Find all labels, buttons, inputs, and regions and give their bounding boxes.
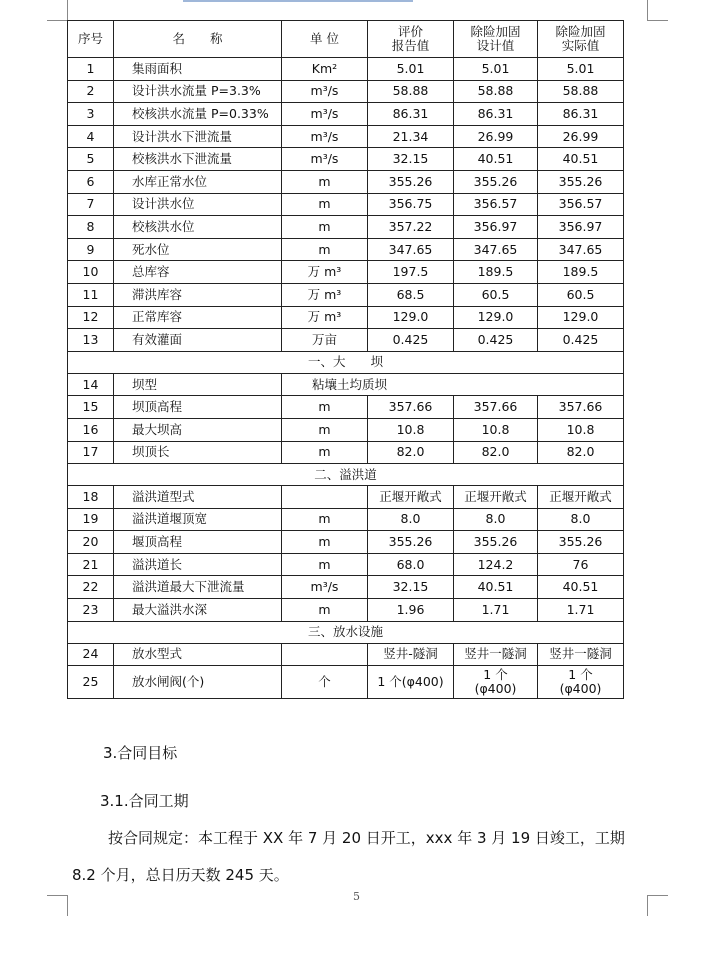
- row-actual-value: 10.8: [538, 418, 624, 441]
- row-unit: m: [282, 508, 368, 531]
- row-unit: m³/s: [282, 576, 368, 599]
- row-name: 堰顶高程: [114, 531, 282, 554]
- table-row: [68, 283, 624, 306]
- table-header-row: [68, 21, 624, 58]
- table-row: [68, 599, 624, 622]
- section-heading-contract-period: 3.1.合同工期: [100, 792, 189, 810]
- row-actual-value: 0.425: [538, 329, 624, 352]
- row-number: 5: [68, 148, 114, 171]
- row-eval-value: 58.88: [368, 80, 454, 103]
- page-number: 5: [353, 890, 360, 903]
- row-actual-value: 356.97: [538, 216, 624, 239]
- table-row: [68, 125, 624, 148]
- row-name: 校核洪水流量 P=0.33%: [114, 103, 282, 126]
- row-name: 总库容: [114, 261, 282, 284]
- row-number: 22: [68, 576, 114, 599]
- corner-mark-top-right: [647, 0, 668, 21]
- section-row-spillway: [68, 464, 624, 486]
- row-design-value: 26.99: [454, 125, 538, 148]
- row-name: 水库正常水位: [114, 170, 282, 193]
- row-unit: m: [282, 216, 368, 239]
- table-row: [68, 531, 624, 554]
- row-design-value: 竖井一隧洞: [454, 643, 538, 666]
- table-row: [68, 193, 624, 216]
- table-row: [68, 103, 624, 126]
- table-row: [68, 238, 624, 261]
- row-actual-value: 355.26: [538, 531, 624, 554]
- table-row: [68, 148, 624, 171]
- row-eval-value: 21.34: [368, 125, 454, 148]
- row-design-value: 189.5: [454, 261, 538, 284]
- row-name: 校核洪水下泄流量: [114, 148, 282, 171]
- section-title: 三、放水设施: [68, 621, 624, 643]
- row-number: 6: [68, 170, 114, 193]
- row-name: 溢洪道最大下泄流量: [114, 576, 282, 599]
- header-accent-line: [183, 0, 413, 2]
- row-design-value: 5.01: [454, 58, 538, 81]
- row-design-value: 58.88: [454, 80, 538, 103]
- row-unit: m: [282, 170, 368, 193]
- row-unit: m³/s: [282, 148, 368, 171]
- row-design-value: 347.65: [454, 238, 538, 261]
- row-unit: m³/s: [282, 125, 368, 148]
- row-unit: 万 m³: [282, 306, 368, 329]
- row-actual-value: 1 个 (φ400): [538, 666, 624, 699]
- row-eval-value: 86.31: [368, 103, 454, 126]
- row-eval-value: 1.96: [368, 599, 454, 622]
- table-row: [68, 418, 624, 441]
- row-actual-value: 86.31: [538, 103, 624, 126]
- row-design-value: 82.0: [454, 441, 538, 464]
- row-eval-value: 355.26: [368, 531, 454, 554]
- row-name: 溢洪道型式: [114, 486, 282, 509]
- row-design-value: 124.2: [454, 553, 538, 576]
- section-title: 二、溢洪道: [68, 464, 624, 486]
- row-number: 20: [68, 531, 114, 554]
- row-actual-value: 40.51: [538, 576, 624, 599]
- row-eval-value: 32.15: [368, 148, 454, 171]
- row-name: 放水型式: [114, 643, 282, 666]
- row-design-value: 40.51: [454, 576, 538, 599]
- row-design-value: 355.26: [454, 170, 538, 193]
- row-unit: m: [282, 531, 368, 554]
- row-number: 9: [68, 238, 114, 261]
- row-number: 23: [68, 599, 114, 622]
- row-unit: m: [282, 553, 368, 576]
- row-eval-value: 355.26: [368, 170, 454, 193]
- row-unit: Km²: [282, 58, 368, 81]
- row-number: 15: [68, 396, 114, 419]
- row-name: 死水位: [114, 238, 282, 261]
- row-design-value: 129.0: [454, 306, 538, 329]
- header-actual: 除险加固 实际值: [538, 21, 624, 58]
- table-row: [68, 396, 624, 419]
- header-eval: 评价 报告值: [368, 21, 454, 58]
- row-number: 4: [68, 125, 114, 148]
- row-actual-value: 1.71: [538, 599, 624, 622]
- row-name: 溢洪道堰顶宽: [114, 508, 282, 531]
- reservoir-spec-table: [67, 20, 624, 699]
- row-eval-value: 357.66: [368, 396, 454, 419]
- row-eval-value: 129.0: [368, 306, 454, 329]
- row-eval-value: 0.425: [368, 329, 454, 352]
- section-row-outlet: [68, 621, 624, 643]
- row-actual-value: 76: [538, 553, 624, 576]
- row-unit: 万 m³: [282, 283, 368, 306]
- row-number: 24: [68, 643, 114, 666]
- row-actual-value: 5.01: [538, 58, 624, 81]
- row-design-value: 356.57: [454, 193, 538, 216]
- row-design-value: 1 个 (φ400): [454, 666, 538, 699]
- row-actual-value: 129.0: [538, 306, 624, 329]
- row-actual-value: 8.0: [538, 508, 624, 531]
- row-name: 滞洪库容: [114, 283, 282, 306]
- row-actual-value: 26.99: [538, 125, 624, 148]
- header-name: 名 称: [114, 21, 282, 58]
- row-design-value: 357.66: [454, 396, 538, 419]
- row-eval-value: 82.0: [368, 441, 454, 464]
- row-unit: m: [282, 418, 368, 441]
- row-number: 25: [68, 666, 114, 699]
- row-unit: 万 m³: [282, 261, 368, 284]
- row-design-value: 1.71: [454, 599, 538, 622]
- table-row: [68, 329, 624, 352]
- section-heading-contract-goal: 3.合同目标: [103, 744, 178, 762]
- row-unit: 万亩: [282, 329, 368, 352]
- row-actual-value: 357.66: [538, 396, 624, 419]
- row-unit: m: [282, 599, 368, 622]
- row-name: 校核洪水位: [114, 216, 282, 239]
- row-unit: [282, 643, 368, 666]
- row-actual-value: 竖井一隧洞: [538, 643, 624, 666]
- row-number: 13: [68, 329, 114, 352]
- row-unit: m: [282, 396, 368, 419]
- row-eval-value: 32.15: [368, 576, 454, 599]
- paragraph-line-1: 按合同规定：本工程于 XX 年 7 月 20 日开工，xxx 年 3 月 19 日竣工，工期: [108, 829, 625, 847]
- row-actual-value: 82.0: [538, 441, 624, 464]
- table-row: [68, 216, 624, 239]
- row-number: 16: [68, 418, 114, 441]
- row-name: 集雨面积: [114, 58, 282, 81]
- header-no: 序号: [68, 21, 114, 58]
- row-eval-value: 10.8: [368, 418, 454, 441]
- table-row: [68, 553, 624, 576]
- row-name: 设计洪水流量 P=3.3%: [114, 80, 282, 103]
- row-design-value: 8.0: [454, 508, 538, 531]
- row-unit: m: [282, 193, 368, 216]
- table-row: [68, 643, 624, 666]
- row-name: 溢洪道长: [114, 553, 282, 576]
- row-actual-value: 58.88: [538, 80, 624, 103]
- row-number: 8: [68, 216, 114, 239]
- section-title: 一、大 坝: [68, 351, 624, 373]
- row-unit: m: [282, 238, 368, 261]
- row-eval-value: 347.65: [368, 238, 454, 261]
- row-number: 11: [68, 283, 114, 306]
- row-actual-value: 正堰开敞式: [538, 486, 624, 509]
- table-row: [68, 58, 624, 81]
- dam-type-value: 粘壤土均质坝: [282, 373, 624, 396]
- table-row: [68, 666, 624, 699]
- row-number: 14: [68, 373, 114, 396]
- table-row: [68, 261, 624, 284]
- row-design-value: 86.31: [454, 103, 538, 126]
- paragraph-line-2: 8.2 个月，总日历天数 245 天。: [72, 866, 289, 884]
- row-eval-value: 68.5: [368, 283, 454, 306]
- row-design-value: 0.425: [454, 329, 538, 352]
- row-number: 21: [68, 553, 114, 576]
- row-number: 2: [68, 80, 114, 103]
- row-unit: 个: [282, 666, 368, 699]
- row-number: 17: [68, 441, 114, 464]
- row-name: 正常库容: [114, 306, 282, 329]
- table-row: [68, 306, 624, 329]
- row-number: 1: [68, 58, 114, 81]
- row-actual-value: 189.5: [538, 261, 624, 284]
- row-eval-value: 197.5: [368, 261, 454, 284]
- row-eval-value: 68.0: [368, 553, 454, 576]
- row-design-value: 10.8: [454, 418, 538, 441]
- row-name: 设计洪水位: [114, 193, 282, 216]
- row-number: 7: [68, 193, 114, 216]
- table-row: [68, 486, 624, 509]
- row-eval-value: 357.22: [368, 216, 454, 239]
- row-unit: m: [282, 441, 368, 464]
- row-number: 12: [68, 306, 114, 329]
- row-name: 坝型: [114, 373, 282, 396]
- row-actual-value: 60.5: [538, 283, 624, 306]
- row-eval-value: 正堰开敞式: [368, 486, 454, 509]
- table-row: [68, 80, 624, 103]
- row-number: 10: [68, 261, 114, 284]
- row-design-value: 40.51: [454, 148, 538, 171]
- table-row: [68, 508, 624, 531]
- row-actual-value: 355.26: [538, 170, 624, 193]
- row-actual-value: 347.65: [538, 238, 624, 261]
- corner-mark-top-left: [47, 0, 68, 21]
- row-design-value: 60.5: [454, 283, 538, 306]
- row-name: 设计洪水下泄流量: [114, 125, 282, 148]
- row-eval-value: 5.01: [368, 58, 454, 81]
- row-actual-value: 356.57: [538, 193, 624, 216]
- section-row-dam: [68, 351, 624, 373]
- table-row: [68, 170, 624, 193]
- row-design-value: 356.97: [454, 216, 538, 239]
- row-unit: m³/s: [282, 80, 368, 103]
- row-number: 19: [68, 508, 114, 531]
- row-actual-value: 40.51: [538, 148, 624, 171]
- row-name: 最大坝高: [114, 418, 282, 441]
- row-unit: [282, 486, 368, 509]
- row-eval-value: 竖井-隧洞: [368, 643, 454, 666]
- row-eval-value: 8.0: [368, 508, 454, 531]
- row-number: 18: [68, 486, 114, 509]
- row-eval-value: 356.75: [368, 193, 454, 216]
- header-design: 除险加固 设计值: [454, 21, 538, 58]
- table-row: [68, 576, 624, 599]
- row-name: 有效灌面: [114, 329, 282, 352]
- row-number: 3: [68, 103, 114, 126]
- row-name: 坝顶长: [114, 441, 282, 464]
- table-row: [68, 441, 624, 464]
- row-design-value: 355.26: [454, 531, 538, 554]
- row-name: 放水闸阀(个): [114, 666, 282, 699]
- row-name: 坝顶高程: [114, 396, 282, 419]
- row-eval-value: 1 个(φ400): [368, 666, 454, 699]
- row-name: 最大溢洪水深: [114, 599, 282, 622]
- row-unit: m³/s: [282, 103, 368, 126]
- header-unit: 单 位: [282, 21, 368, 58]
- row-design-value: 正堰开敞式: [454, 486, 538, 509]
- table-row: [68, 373, 624, 396]
